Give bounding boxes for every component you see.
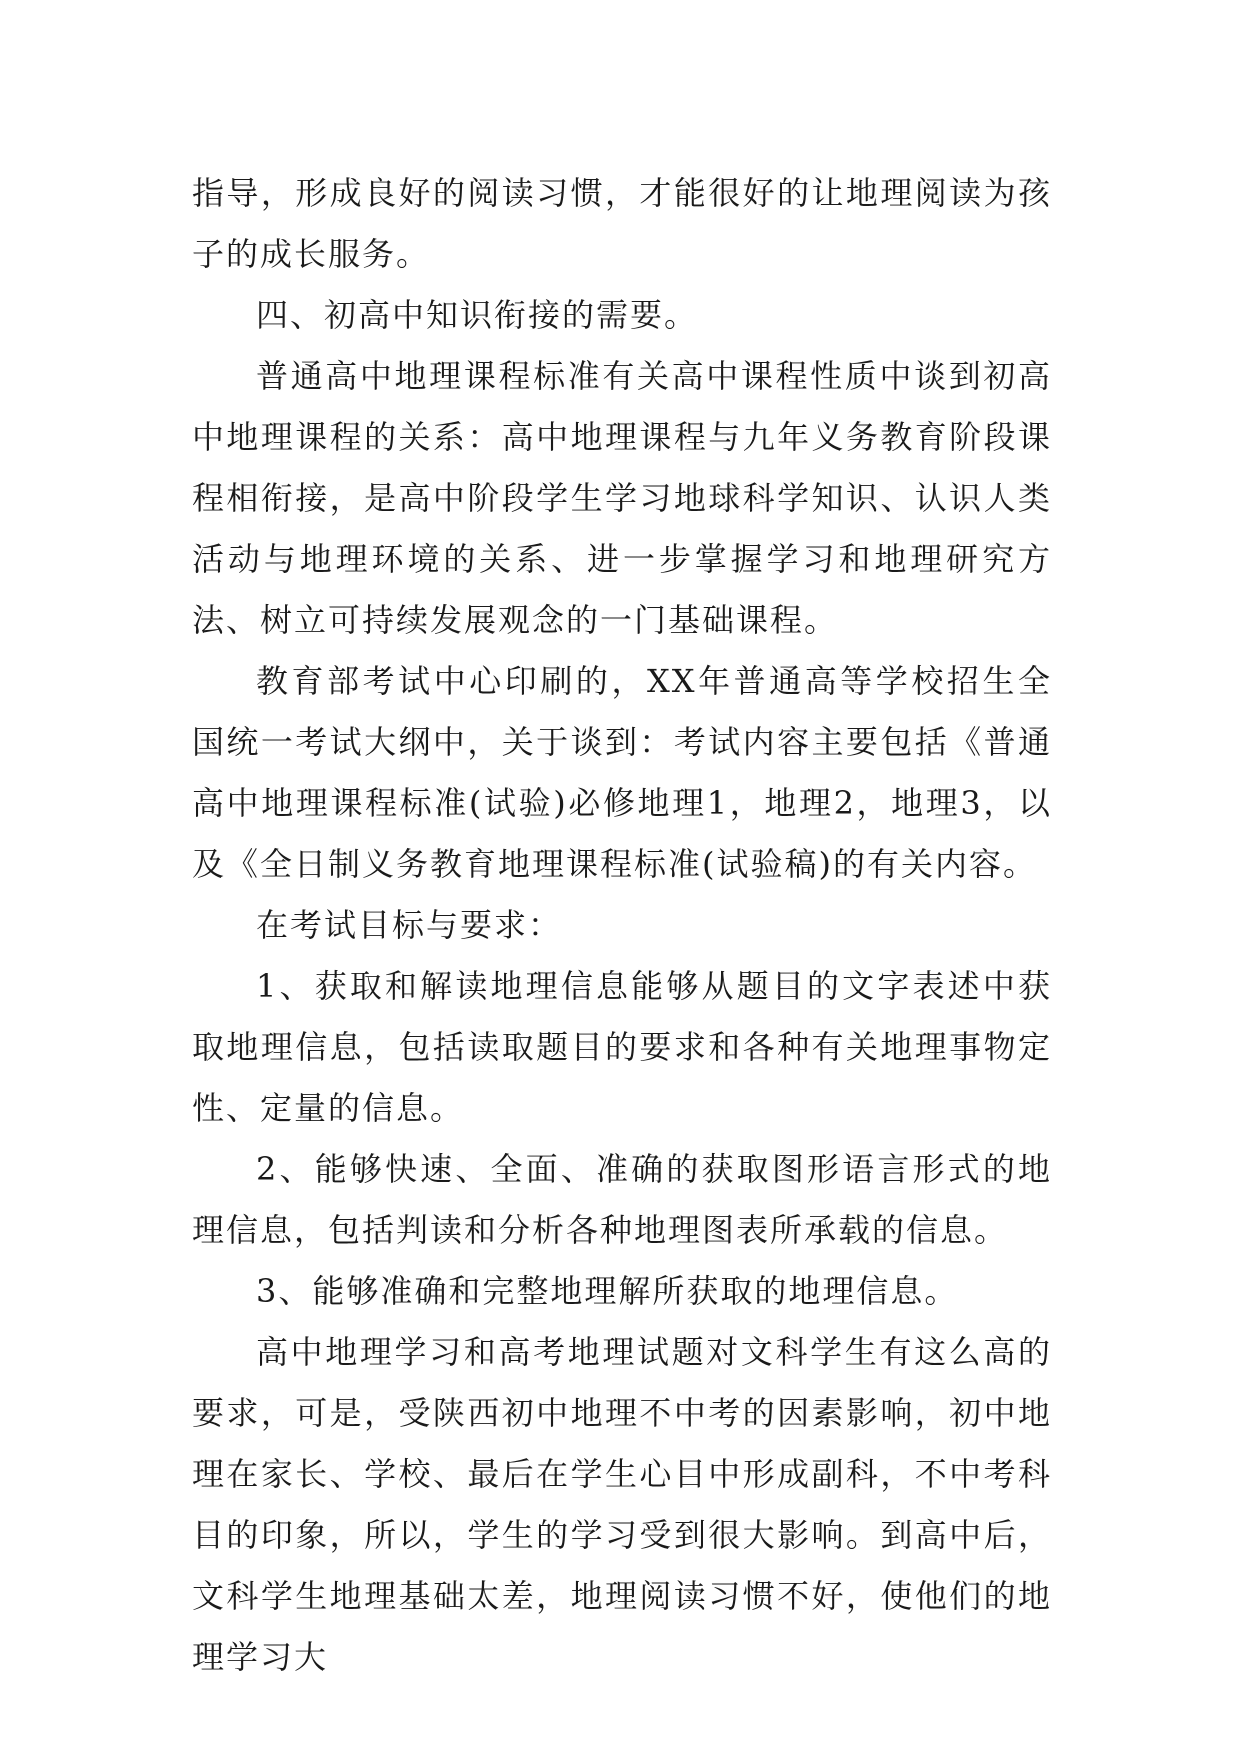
paragraph: 在考试目标与要求：: [256, 906, 563, 944]
document-body: [192, 163, 1052, 1688]
section-heading: 四、初高中知识衔接的需要。: [256, 296, 699, 334]
paragraph: 普通高中地理课程标准有关高中课程性质中谈到初高中地理课程的关系：高中地理课程与九年义务教育阶段课程相衔接，是高中阶段学生学习地球科学知识、认识人类活动与地理环境的关系、进一步掌握学习和地理研究方法、树立可持续发展观念的一门基础课程。: [192, 357, 1052, 639]
paragraph: 高中地理学习和高考地理试题对文科学生有这么高的要求，可是，受陕西初中地理不中考的因素影响，初中地理在家长、学校、最后在学生心目中形成副科，不中考科目的印象，所以，学生的学习受到很大影响。到高中后，文科学生地理基础太差，地理阅读习惯不好，使他们的地理学习大: [192, 1333, 1052, 1676]
list-item: 3、能够准确和完整地理解所获取的地理信息。: [256, 1272, 959, 1310]
list-item: 1、获取和解读地理信息能够从题目的文字表述中获取地理信息，包括读取题目的要求和各种有关地理事物定性、定量的信息。: [192, 967, 1052, 1127]
paragraph: 教育部考试中心印刷的，XX年普通高等学校招生全国统一考试大纲中，关于谈到：考试内容主要包括《普通高中地理课程标准(试验)必修地理1，地理2，地理3，以及《全日制义务教育地理课程标准(试验稿)的有关内容。: [192, 662, 1052, 883]
list-item: 2、能够快速、全面、准确的获取图形语言形式的地理信息，包括判读和分析各种地理图表所承载的信息。: [192, 1150, 1052, 1249]
paragraph-continuation: 指导，形成良好的阅读习惯，才能很好的让地理阅读为孩子的成长服务。: [192, 174, 1052, 273]
